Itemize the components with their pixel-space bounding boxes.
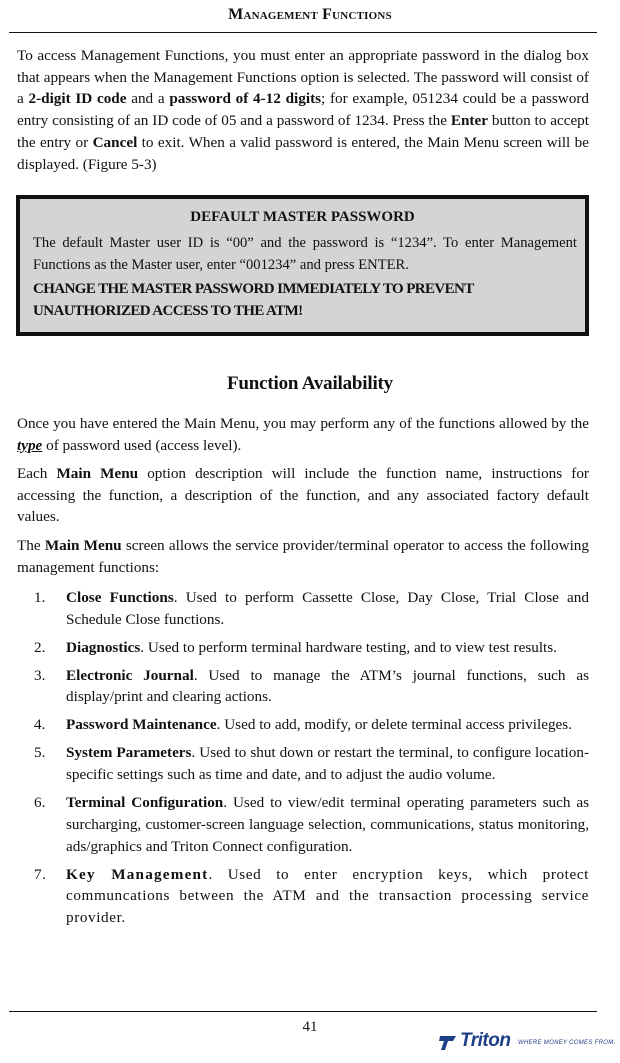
default-password-note-box [16, 195, 589, 336]
note-warning: CHANGE THE MASTER PASSWORD IMMEDIATELY TO PREVENT UNAUTHORIZED ACCESS TO THE ATM! [33, 281, 474, 319]
list-item: 5. System Parameters. Used to shut down or restart the terminal, to configure location-specific settings such as time and date, and to adjust the audio volume. [34, 744, 589, 784]
menu-access-paragraph: The Main Menu screen allows the service provider/terminal operator to access the following management functions: [17, 537, 589, 576]
menu-description-paragraph: Each Main Menu option description will include the function name, instructions for accessing the function, a description of the function, and any associated factory default values. [17, 465, 589, 526]
list-item: 3. Electronic Journal. Used to manage the ATM’s journal functions, such as display/print and clearing actions. [34, 666, 589, 706]
logo-tagline: WHERE MONEY COMES FROM. [518, 1040, 616, 1046]
header-rule [9, 32, 597, 33]
footer-rule [9, 1011, 597, 1012]
function-list [17, 587, 589, 935]
triton-logo [438, 1030, 618, 1060]
page-header-title: Management Functions [228, 6, 392, 23]
page-number: 41 [302, 1019, 318, 1035]
list-item: 1. Close Functions. Used to perform Cassette Close, Day Close, Trial Close and Schedule Close functions. [34, 589, 589, 628]
note-body: The default Master user ID is “00” and the password is “1234”. To enter Management Functions as the Master user, enter “001234” and press ENTER. [33, 235, 577, 273]
list-item: 2. Diagnostics. Used to perform terminal hardware testing, and to view test results. [34, 638, 557, 656]
note-title: DEFAULT MASTER PASSWORD [190, 209, 415, 225]
section-title: Function Availability [227, 373, 393, 394]
intro-paragraph: To access Management Functions, you must enter an appropriate password in the dialog box that appears when the Management Functions option is selected. The password will consist of a 2-digit ID code and a password of 4-12 digits; for example, 051234 could be a password entry consisting of an ID code of 05 and a password of 1234. Press the Enter button to accept the entry or Cancel to exit. When a valid password is entered, the Main Menu screen will be displayed. (Figure 5-3) [17, 47, 589, 173]
availability-paragraph: Once you have entered the Main Menu, you may perform any of the functions allowed by the type of password used (access level). [17, 415, 589, 454]
list-item: 6. Terminal Configuration. Used to view/edit terminal operating parameters such as surcharging, customer-screen language selection, communications, status monitoring, ads/graphics and Triton Connect configuration. [34, 794, 590, 855]
list-item: 7. Key Management. Used to enter encryption keys, which protect communcations between the ATM and the transaction processing service provider. [34, 865, 590, 926]
triton-logo-icon [438, 1032, 458, 1052]
logo-wordmark: Triton [460, 1030, 511, 1051]
list-item: 4. Password Maintenance. Used to add, modify, or delete terminal access privileges. [34, 716, 572, 734]
